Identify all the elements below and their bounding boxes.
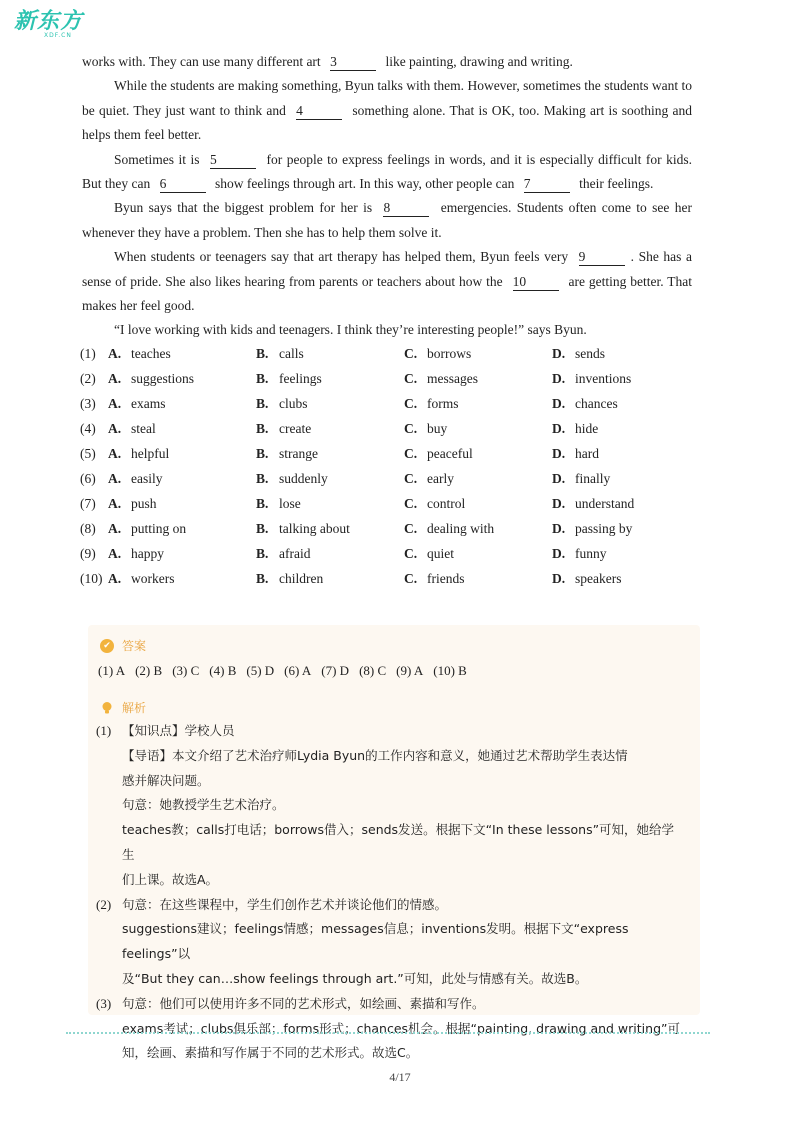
blank-5: 5 — [210, 151, 256, 169]
option-d — [552, 496, 700, 512]
option-d — [552, 396, 700, 412]
option-letter: D. — [552, 345, 566, 361]
analysis-line: 句意：在这些课程中，学生们创作艺术并谈论他们的情感。 — [122, 896, 448, 912]
option-text: hard — [575, 445, 599, 461]
option-a — [108, 546, 256, 562]
option-b — [256, 371, 404, 387]
option-text: strange — [279, 445, 318, 461]
answer-item: (8) C — [359, 663, 387, 678]
blank-8: 8 — [383, 199, 429, 217]
option-text: afraid — [279, 546, 311, 562]
option-letter: D. — [552, 420, 566, 436]
option-text: lose — [279, 496, 301, 512]
passage-paragraph — [82, 74, 692, 147]
option-letter: D. — [552, 445, 566, 461]
question-number: (2) — [80, 370, 96, 386]
option-letter: C. — [404, 521, 418, 537]
question-number: (9) — [80, 546, 96, 562]
analysis-body — [122, 992, 682, 1066]
option-letter: D. — [552, 571, 566, 587]
option-text: hide — [575, 420, 599, 436]
option-text: buy — [427, 420, 448, 436]
passage-text: emergencies. Students often come to see her whenever they have a problem. Then she has to help them solve it. — [82, 200, 692, 240]
option-letter: D. — [552, 521, 566, 537]
answer-item: (7) D — [321, 663, 350, 678]
option-letter: A. — [108, 345, 122, 361]
analysis-list — [96, 719, 696, 1066]
option-b — [256, 546, 404, 562]
option-c — [404, 546, 552, 562]
question-number: (10) — [80, 571, 103, 587]
check-icon: ✔ — [100, 639, 114, 653]
analysis-line: 及“But they can…show feelings through art.”可知，此处与情感有关。故选B。 — [122, 970, 588, 986]
option-b — [256, 421, 404, 437]
option-text: easily — [131, 471, 163, 487]
answer-item: (2) B — [135, 663, 163, 678]
option-text: create — [279, 420, 312, 436]
option-letter: B. — [256, 420, 269, 436]
option-b — [256, 521, 404, 537]
page-number: 4/17 — [389, 1070, 411, 1084]
option-text: peaceful — [427, 445, 473, 461]
analysis-line: 句意：他们可以使用许多不同的艺术形式，如绘画、素描和写作。 — [122, 995, 485, 1011]
passage-text: When students or teenagers say that art therapy has helped them, Byun feels very — [114, 249, 573, 265]
option-text: funny — [575, 546, 607, 562]
option-letter: C. — [404, 345, 418, 361]
answer-title: 答案 — [122, 639, 147, 653]
option-text: borrows — [427, 345, 472, 361]
answer-item: (5) D — [246, 663, 275, 678]
option-text: early — [427, 471, 454, 487]
passage-text: Byun says that the biggest problem for her is — [114, 200, 378, 216]
option-d — [552, 421, 700, 437]
option-letter: B. — [256, 445, 269, 461]
answer-header — [100, 637, 146, 654]
option-b — [256, 471, 404, 487]
analysis-body — [122, 719, 682, 893]
option-text: helpful — [131, 445, 170, 461]
option-text: speakers — [575, 571, 622, 587]
answer-item: (6) A — [284, 663, 312, 678]
option-letter: B. — [256, 471, 269, 487]
analysis-line: exams考试；clubs俱乐部；forms形式；chances机会。根据“painting, drawing and writing”可 — [122, 1020, 680, 1036]
analysis-line: 知，绘画、素描和写作属于不同的艺术形式。故选C。 — [122, 1045, 419, 1061]
option-row — [80, 341, 700, 366]
lightbulb-icon — [100, 701, 114, 715]
option-letter: C. — [404, 395, 418, 411]
option-a — [108, 371, 256, 387]
option-text: children — [279, 571, 324, 587]
logo-subtext: XDF.CN — [44, 32, 72, 39]
option-a — [108, 421, 256, 437]
option-letter: B. — [256, 496, 269, 512]
option-c — [404, 346, 552, 362]
option-letter: B. — [256, 571, 269, 587]
option-letter: C. — [404, 496, 418, 512]
option-text: inventions — [575, 370, 632, 386]
blank-4: 4 — [296, 102, 342, 120]
option-letter: C. — [404, 471, 418, 487]
option-row — [80, 466, 700, 491]
option-row — [80, 441, 700, 466]
option-letter: D. — [552, 395, 566, 411]
option-letter: D. — [552, 496, 566, 512]
passage-paragraph — [82, 50, 692, 74]
option-a — [108, 396, 256, 412]
analysis-body — [122, 893, 682, 992]
option-text: forms — [427, 395, 459, 411]
option-d — [552, 446, 700, 462]
option-letter: C. — [404, 370, 418, 386]
answer-item: (10) B — [433, 663, 467, 678]
option-letter: A. — [108, 471, 122, 487]
option-d — [552, 346, 700, 362]
option-b — [256, 496, 404, 512]
option-text: control — [427, 496, 466, 512]
passage-paragraph — [82, 245, 692, 318]
option-letter: A. — [108, 370, 122, 386]
analysis-item — [96, 719, 696, 893]
passage-text: are getting better. That makes her feel good. — [82, 273, 692, 314]
question-number: (6) — [80, 471, 96, 487]
option-letter: A. — [108, 420, 122, 436]
option-d — [552, 571, 700, 587]
option-row — [80, 567, 700, 592]
answer-item: (1) A — [98, 663, 126, 678]
option-text: sends — [575, 345, 605, 361]
option-row — [80, 492, 700, 517]
brand-logo — [14, 10, 84, 46]
option-d — [552, 371, 700, 387]
passage-text: for people to express feelings in words, and it is especially difficult for kids. But they can — [82, 151, 692, 192]
option-a — [108, 496, 256, 512]
option-a — [108, 346, 256, 362]
option-letter: A. — [108, 546, 122, 562]
blank-3: 3 — [330, 53, 376, 71]
passage-text: . She has a sense of pride. She also likes hearing from parents or teachers about how the — [82, 249, 692, 289]
analysis-line: suggestions建议；feelings情感；messages信息；inventions发明。根据下文“express feelings”以 — [122, 921, 629, 962]
passage-paragraph — [82, 196, 692, 245]
option-c — [404, 496, 552, 512]
dotted-divider — [66, 1032, 710, 1034]
analysis-line: 【导语】本文介绍了艺术治疗师Lydia Byun的工作内容和意义，她通过艺术帮助学生表达情 — [122, 747, 628, 763]
passage-text: works with. They can use many different art — [82, 54, 325, 69]
option-c — [404, 571, 552, 587]
option-letter: B. — [256, 345, 269, 361]
blank-9: 9 — [579, 248, 625, 266]
option-text: teaches — [131, 345, 171, 361]
option-c — [404, 446, 552, 462]
passage-paragraph — [82, 148, 692, 197]
option-text: talking about — [279, 521, 350, 537]
option-row — [80, 391, 700, 416]
option-a — [108, 521, 256, 537]
analysis-item — [96, 893, 696, 992]
option-text: calls — [279, 345, 304, 361]
option-text: suggestions — [131, 370, 195, 386]
option-row — [80, 416, 700, 441]
option-text: finally — [575, 471, 611, 487]
blank-7: 7 — [524, 175, 570, 193]
analysis-number: (2) — [96, 896, 112, 912]
option-text: suddenly — [279, 471, 328, 487]
option-c — [404, 471, 552, 487]
logo-text: 新东方 — [14, 9, 84, 34]
option-d — [552, 546, 700, 562]
analysis-line: 们上课。故选A。 — [122, 871, 219, 887]
answer-item: (4) B — [209, 663, 237, 678]
question-number: (5) — [80, 445, 96, 461]
question-number: (1) — [80, 345, 96, 361]
option-letter: A. — [108, 395, 122, 411]
question-number: (7) — [80, 496, 96, 512]
option-text: clubs — [279, 395, 308, 411]
option-row — [80, 366, 700, 391]
option-b — [256, 346, 404, 362]
reading-passage — [82, 50, 692, 343]
passage-text: Sometimes it is — [114, 151, 204, 167]
analysis-number: (1) — [96, 723, 112, 738]
option-b — [256, 571, 404, 587]
option-letter: D. — [552, 546, 566, 562]
passage-text: “I love working with kids and teenagers. I think they’re interesting people!” says Byun. — [114, 322, 587, 338]
option-c — [404, 421, 552, 437]
option-letter: C. — [404, 546, 418, 562]
option-text: steal — [131, 420, 156, 436]
passage-text: something alone. That is OK, too. Making art is soothing and helps them feel better. — [82, 102, 692, 143]
question-number: (3) — [80, 395, 96, 411]
option-letter: D. — [552, 471, 566, 487]
option-a — [108, 571, 256, 587]
option-text: exams — [131, 395, 166, 411]
option-b — [256, 446, 404, 462]
option-c — [404, 371, 552, 387]
option-text: messages — [427, 370, 478, 386]
option-row — [80, 517, 700, 542]
option-text: feelings — [279, 370, 322, 386]
option-row — [80, 542, 700, 567]
answer-analysis-box — [88, 625, 700, 1061]
option-text: quiet — [427, 546, 454, 562]
blank-6: 6 — [160, 175, 206, 193]
option-c — [404, 396, 552, 412]
option-text: chances — [575, 395, 618, 411]
analysis-line: 【知识点】学校人员 — [122, 723, 235, 738]
option-b — [256, 396, 404, 412]
option-letter: A. — [108, 571, 122, 587]
option-letter: B. — [256, 395, 269, 411]
option-letter: B. — [256, 521, 269, 537]
analysis-line: 句意：她教授学生艺术治疗。 — [122, 797, 285, 813]
option-letter: C. — [404, 445, 418, 461]
option-text: workers — [131, 571, 175, 587]
option-letter: B. — [256, 370, 269, 386]
options-list — [80, 341, 700, 592]
answer-item: (9) A — [396, 663, 424, 678]
option-text: understand — [575, 496, 635, 512]
analysis-line: teaches教；calls打电话；borrows借入；sends发送。根据下文“In these lessons”可知，她给学生 — [122, 822, 675, 862]
question-number: (4) — [80, 420, 96, 436]
option-text: friends — [427, 571, 465, 587]
option-a — [108, 471, 256, 487]
passage-text: While the students are making something, Byun talks with them. However, sometimes the students want to be quiet. They just want to think and — [82, 78, 692, 118]
analysis-header — [100, 699, 146, 716]
option-letter: C. — [404, 420, 418, 436]
option-letter: A. — [108, 496, 122, 512]
option-a — [108, 446, 256, 462]
passage-text: their feelings. — [575, 176, 654, 192]
option-letter: B. — [256, 546, 269, 562]
option-text: happy — [131, 546, 164, 562]
option-text: dealing with — [427, 521, 495, 537]
option-text: push — [131, 496, 157, 512]
option-d — [552, 471, 700, 487]
option-text: passing by — [575, 521, 633, 537]
option-c — [404, 521, 552, 537]
option-d — [552, 521, 700, 537]
analysis-line: 感并解决问题。 — [122, 772, 210, 788]
option-letter: C. — [404, 571, 418, 587]
analysis-number: (3) — [96, 995, 112, 1011]
question-number: (8) — [80, 521, 96, 537]
option-letter: D. — [552, 370, 566, 386]
analysis-item — [96, 992, 696, 1066]
option-text: putting on — [131, 521, 187, 537]
passage-text: show feelings through art. In this way, other people can — [211, 176, 518, 192]
analysis-title: 解析 — [122, 701, 147, 715]
option-letter: A. — [108, 445, 122, 461]
passage-paragraph — [82, 318, 692, 342]
blank-10: 10 — [513, 273, 559, 291]
answer-item: (3) C — [172, 663, 200, 678]
answer-key-line — [98, 663, 477, 679]
option-letter: A. — [108, 521, 122, 537]
passage-text: like painting, drawing and writing. — [382, 54, 573, 69]
